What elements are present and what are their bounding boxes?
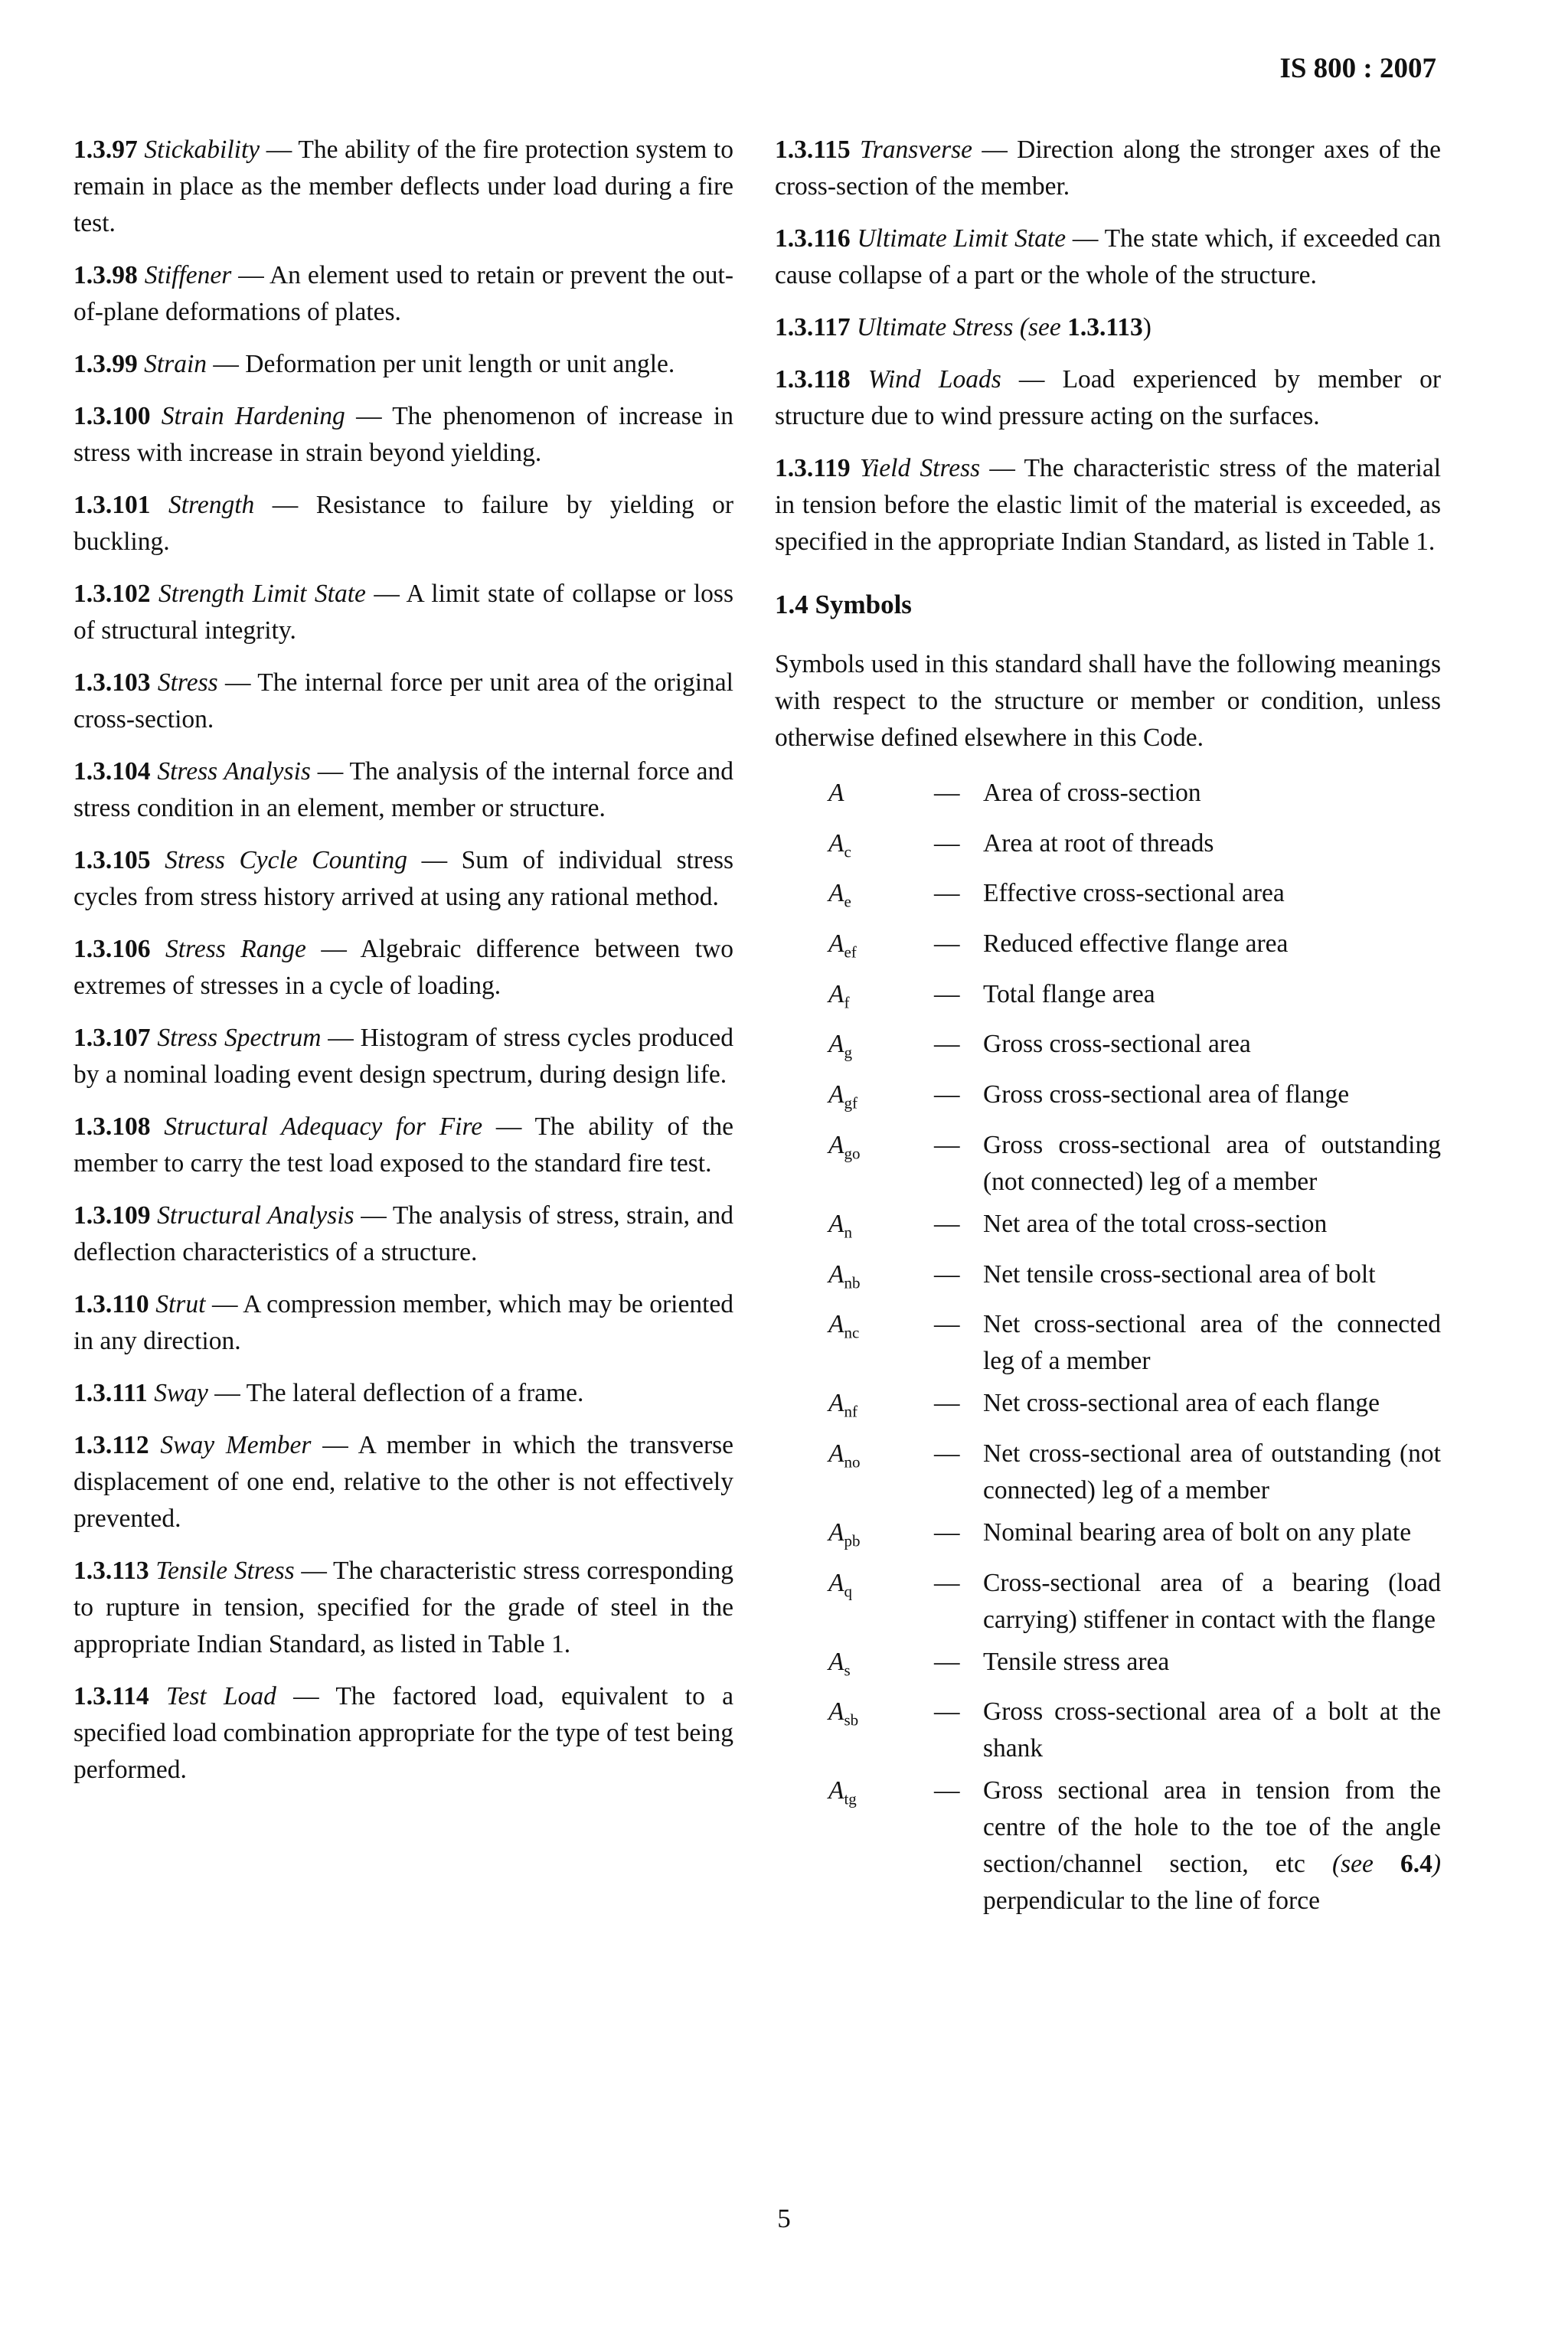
definition-item: 1.3.102 Strength Limit State — A limit state of collapse or loss of structural integrity. — [74, 580, 733, 645]
definition-item: 1.3.100 Strain Hardening — The phenomenon of increase in stress with increase in strain beyond yielding. — [74, 402, 733, 467]
symbol-meaning: Effective cross-sectional area — [983, 879, 1285, 908]
symbol-row: $A_g$ — Gross cross-sectional area — [775, 1026, 1441, 1071]
symbol-row: $A_f$ — Total flange area — [775, 976, 1441, 1021]
definition-dash: — — [293, 1682, 319, 1710]
symbol: $A_{go}$ — [828, 1130, 861, 1163]
definition-item: 1.3.119 Yield Stress — The characteristic stress of the material in tension before the elastic limit of the material is exceeded, as specified in the appropriate Indian Standard, as listed in Table 1. — [775, 454, 1442, 556]
definition-1-3-117: 1.3.117 Ultimate Stress (see 1.3.113) — [775, 313, 1152, 341]
symbol-meaning: Cross-sectional area of a bearing (load carrying) stiffener in contact with the flange — [983, 1568, 1441, 1634]
symbol-row: $A_{tg}$ — Gross sectional area in tension from the centre of the hole to the toe of the angle section/channel section, etc (see 6.4) perpendicular to the line of force — [775, 1772, 1441, 1919]
symbol-row: $A_{nf}$ — Net cross-sectional area of each flange — [775, 1385, 1441, 1430]
symbol: $A_{sb}$ — [828, 1697, 859, 1730]
symbol-row: $A_{pb}$ — Nominal bearing area of bolt on any plate — [775, 1514, 1441, 1560]
symbol: $A_{nf}$ — [828, 1389, 858, 1421]
symbol-row: $A_{nc}$ — Net cross-sectional area of the connected leg of a member — [775, 1306, 1441, 1380]
symbol: $A_n$ — [828, 1209, 852, 1242]
symbol-meaning: Net cross-sectional area of the connected leg of a member — [983, 1310, 1441, 1376]
definition-item: 1.3.118 Wind Loads — Load experienced by member or structure due to wind pressure acting on the surfaces. — [775, 365, 1441, 430]
symbol-row: $A_q$ — Cross-sectional area of a bearing (load carrying) stiffener in contact with the flange — [775, 1565, 1441, 1638]
definition-dash: — — [301, 1557, 327, 1585]
section-heading-symbols: 1.4 Symbols — [775, 590, 912, 619]
definition-dash: — — [225, 668, 251, 697]
definition-item: 1.3.101 Strength — Resistance to failure by yielding or buckling. — [74, 491, 734, 556]
definition-dash: — — [211, 1290, 238, 1318]
symbol: $A_{nb}$ — [828, 1259, 861, 1292]
definition-dash: — — [321, 935, 347, 963]
symbol-row: $A_c$ — Area at root of threads — [775, 825, 1441, 871]
symbol-row: $A_{nb}$ — Net tensile cross-sectional area of bolt — [775, 1256, 1441, 1302]
symbol-list — [775, 775, 1441, 1767]
symbol-row: A — Area of cross-section — [775, 775, 1441, 820]
definition-item: 1.3.115 Transverse — Direction along the stronger axes of the cross-section of the member. — [775, 136, 1441, 201]
symbol-row: $A_{sb}$ — Gross cross-sectional area of a bolt at the shank — [775, 1694, 1441, 1767]
definition-item: 1.3.104 Stress Analysis — The analysis of the internal force and stress condition in an element, member or structure. — [74, 757, 733, 822]
symbol-row: $A_e$ — Effective cross-sectional area — [775, 875, 1441, 920]
definition-item: 1.3.97 Stickability — The ability of the fire protection system to remain in place as the member deflects under load during a fire test. — [74, 136, 733, 237]
symbol: $A_e$ — [828, 879, 851, 912]
symbol-row: $A_{ef}$ — Reduced effective flange area — [775, 926, 1441, 971]
symbol-meaning: Net tensile cross-sectional area of bolt — [983, 1259, 1376, 1289]
definition-item: 1.3.105 Stress Cycle Counting — Sum of individual stress cycles from stress history arrived at using any rational method. — [74, 846, 734, 911]
definition-item: 1.3.110 Strut — A compression member, which may be oriented in any direction. — [74, 1290, 734, 1355]
symbol: $A_{tg}$ — [828, 1776, 857, 1808]
symbol-meaning: Area at root of threads — [983, 828, 1214, 858]
symbol-meaning: Net cross-sectional area of each flange — [983, 1389, 1380, 1418]
definition-dash: — — [214, 1379, 240, 1407]
symbol-meaning: Reduced effective flange area — [983, 929, 1289, 959]
symbol-meaning: Gross cross-sectional area — [983, 1030, 1251, 1059]
symbol: $A_c$ — [828, 828, 851, 861]
definition-dash: — — [238, 261, 264, 289]
symbol: $A_f$ — [828, 979, 850, 1012]
right-column — [775, 132, 1441, 1925]
symbol-meaning: Tensile stress area — [983, 1647, 1170, 1676]
definition-item: 1.3.107 Stress Spectrum — Histogram of stress cycles produced by a nominal loading event design spectrum, during design life. — [74, 1024, 734, 1089]
symbol-meaning: Total flange area — [983, 979, 1155, 1008]
symbol: $A_s$ — [828, 1647, 851, 1680]
symbol-meaning: Gross cross-sectional area of outstanding (not connected) leg of a member — [983, 1130, 1441, 1196]
definition-dash: — — [421, 846, 448, 874]
symbol-row: $A_{no}$ — Net cross-sectional area of outstanding (not connected) leg of a member — [775, 1436, 1441, 1509]
definition-item: 1.3.99 Strain — Deformation per unit length or unit angle. — [74, 350, 675, 378]
definition-dash: — — [495, 1112, 522, 1141]
symbol: $A_g$ — [828, 1030, 852, 1063]
definition-dash: — — [989, 454, 1015, 482]
definition-item: 1.3.98 Stiffener — An element used to retain or prevent the out-of-plane deformations of plates. — [74, 261, 733, 326]
symbol: $A_{ef}$ — [828, 929, 857, 962]
symbol-meaning: Net area of the total cross-section — [983, 1209, 1328, 1238]
symbol: A — [828, 779, 844, 807]
definition-item: 1.3.113 Tensile Stress — The characteristic stress corresponding to rupture in tension, specified for the grade of steel in the appropriate Indian Standard, as listed in Table 1. — [74, 1557, 733, 1658]
definition-dash: — — [317, 757, 344, 786]
definition-dash: — — [356, 402, 382, 430]
definition-dash: — — [266, 136, 292, 164]
symbol-row: $A_n$ — Net area of the total cross-section — [775, 1206, 1441, 1251]
definition-item: 1.3.116 Ultimate Limit State — The state which, if exceeded can cause collapse of a part or the whole of the structure. — [775, 224, 1442, 289]
definition-item: 1.3.109 Structural Analysis — The analysis of stress, strain, and deflection characteristics of a structure. — [74, 1201, 733, 1266]
symbol: $A_{pb}$ — [828, 1518, 861, 1550]
symbols-intro: Symbols used in this standard shall have the following meanings with respect to the structure or member or condition, unless otherwise defined elsewhere in this Code. — [775, 650, 1441, 752]
definition-item: 1.3.106 Stress Range — Algebraic difference between two extremes of stresses in a cycle of loading. — [74, 935, 733, 1000]
definition-dash: — — [374, 580, 400, 608]
definition-dash: — — [1018, 365, 1045, 394]
definition-dash: — — [1072, 224, 1099, 253]
definition-dash: — — [272, 491, 299, 519]
symbol: $A_{no}$ — [828, 1439, 861, 1472]
symbol-row: $A_{go}$ — Gross cross-sectional area of outstanding (not connected) leg of a member — [775, 1127, 1441, 1201]
definition-item: 1.3.111 Sway — The lateral deflection of a frame. — [74, 1379, 584, 1407]
symbol-meaning: Nominal bearing area of bolt on any plate — [983, 1518, 1412, 1547]
definition-item: 1.3.108 Structural Adequacy for Fire — The ability of the member to carry the test load exposed to the standard fire test. — [74, 1112, 734, 1178]
document-header: IS 800 : 2007 — [1279, 53, 1436, 84]
definition-dash: — — [328, 1024, 354, 1052]
symbol-meaning: Gross cross-sectional area of a bolt at the shank — [983, 1697, 1441, 1763]
definition-item: 1.3.112 Sway Member — A member in which the transverse displacement of one end, relative to the other is not effectively prevented. — [74, 1431, 734, 1533]
symbol-meaning: Area of cross-section — [983, 779, 1201, 807]
definition-dash: — — [213, 350, 239, 378]
symbol-row: $A_{gf}$ — Gross cross-sectional area of flange — [775, 1076, 1441, 1122]
page-number: 5 — [777, 2204, 791, 2233]
symbol-meaning: Gross cross-sectional area of flange — [983, 1080, 1350, 1109]
symbol-meaning: Gross sectional area in tension from the centre of the hole to the toe of the angle section/channel section, etc (see 6.4) perpendicular to the line of force — [983, 1776, 1442, 1916]
definition-item: 1.3.114 Test Load — The factored load, equivalent to a specified load combination appropriate for the type of test being performed. — [74, 1682, 734, 1784]
left-column — [74, 132, 733, 1804]
definition-dash: — — [322, 1431, 348, 1459]
symbol-meaning: Net cross-sectional area of outstanding (not connected) leg of a member — [983, 1439, 1441, 1504]
definition-dash: — — [361, 1201, 387, 1230]
definition-dash: — — [982, 136, 1008, 164]
symbol: $A_q$ — [828, 1568, 852, 1601]
definition-item: 1.3.103 Stress — The internal force per unit area of the original cross-section. — [74, 668, 733, 733]
symbol-row: $A_s$ — Tensile stress area — [775, 1644, 1441, 1689]
symbol: $A_{gf}$ — [828, 1080, 858, 1112]
symbol: $A_{nc}$ — [828, 1310, 860, 1342]
